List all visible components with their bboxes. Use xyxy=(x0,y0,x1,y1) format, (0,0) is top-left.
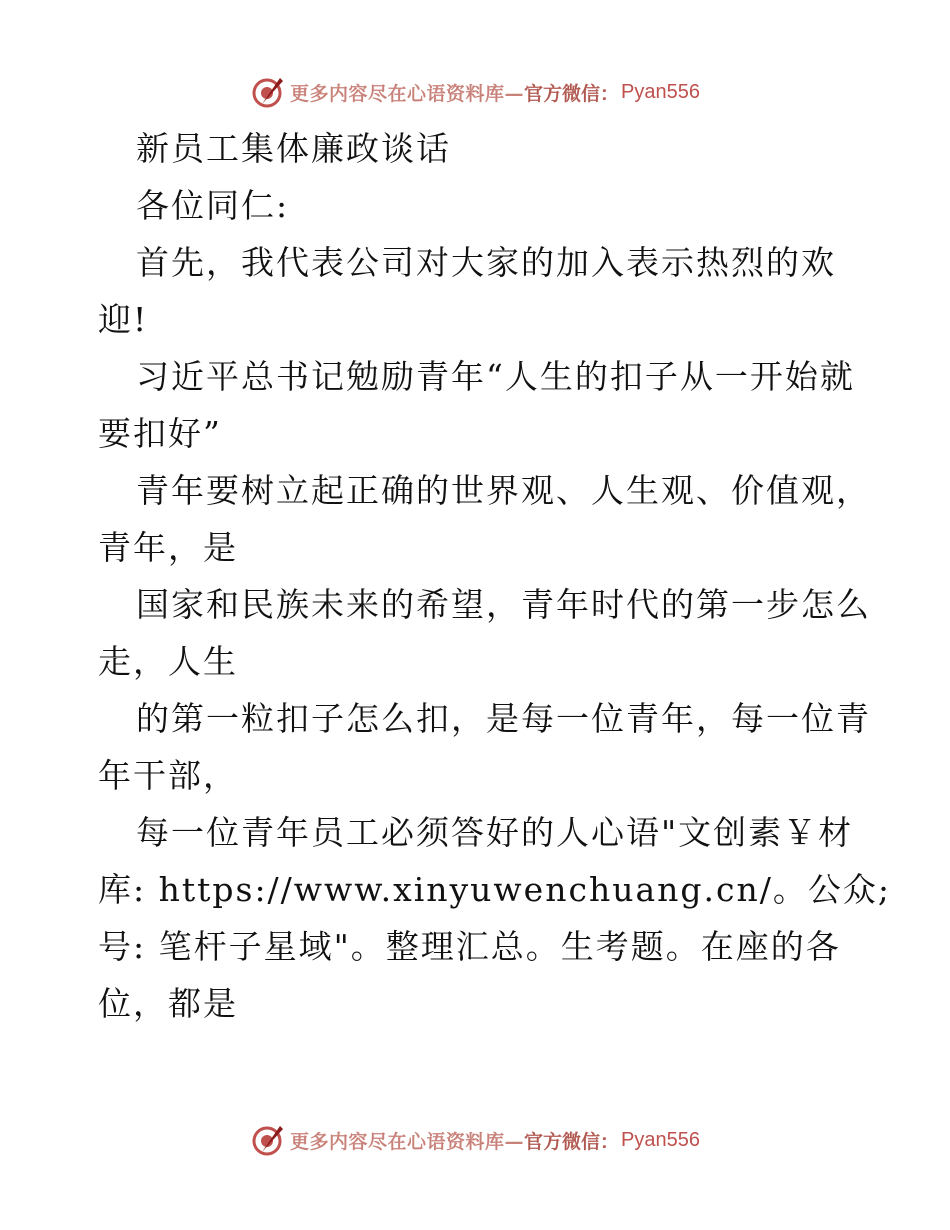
paragraph-line: 走，人生 xyxy=(98,642,238,681)
paragraph-line: 首先，我代表公司对大家的加入表示热烈的欢 xyxy=(136,243,836,282)
paragraph-line: 年干部， xyxy=(98,756,238,795)
paragraph-line: 要扣好” xyxy=(98,414,222,453)
paragraph-line: 习近平总书记勉励青年“人生的扣子从一开始就 xyxy=(136,357,855,396)
feather-logo-icon xyxy=(250,1122,286,1158)
banner-wechat-label: 官方微信： xyxy=(524,1130,620,1153)
paragraph-line: 的第一粒扣子怎么扣，是每一位青年，每一位青 xyxy=(136,699,871,738)
banner-text: 更多内容尽在心语资料库— xyxy=(290,82,525,105)
salutation: 各位同仁: xyxy=(136,186,290,225)
paragraph-line: 每一位青年员工必须答好的人心语"文创素￥材 xyxy=(136,813,854,852)
banner-wechat-id: Pyan556 xyxy=(621,80,700,103)
banner-wechat-label: 官方微信： xyxy=(524,82,620,105)
footer-banner xyxy=(0,1120,950,1160)
paragraph-line: 青年要树立起正确的世界观、人生观、价值观， xyxy=(136,471,871,510)
header-banner xyxy=(0,72,950,112)
document-body xyxy=(98,120,891,1032)
paragraph-line: 号: 笔杆子星域"。整理汇总。生考题。在座的各 xyxy=(98,927,841,966)
paragraph-line: 位，都是 xyxy=(98,984,238,1023)
banner-text: 更多内容尽在心语资料库— xyxy=(290,1130,525,1153)
document-title: 新员工集体廉政谈话 xyxy=(136,129,451,168)
paragraph-line: 迎! xyxy=(98,300,149,339)
feather-logo-icon xyxy=(250,74,286,110)
paragraph-line: 库: https://www.xinyuwenchuang.cn/。公众; xyxy=(98,870,891,909)
paragraph-line: 青年，是 xyxy=(98,528,238,567)
banner-wechat-id: Pyan556 xyxy=(621,1128,700,1151)
paragraph-line: 国家和民族未来的希望，青年时代的第一步怎么 xyxy=(136,585,871,624)
